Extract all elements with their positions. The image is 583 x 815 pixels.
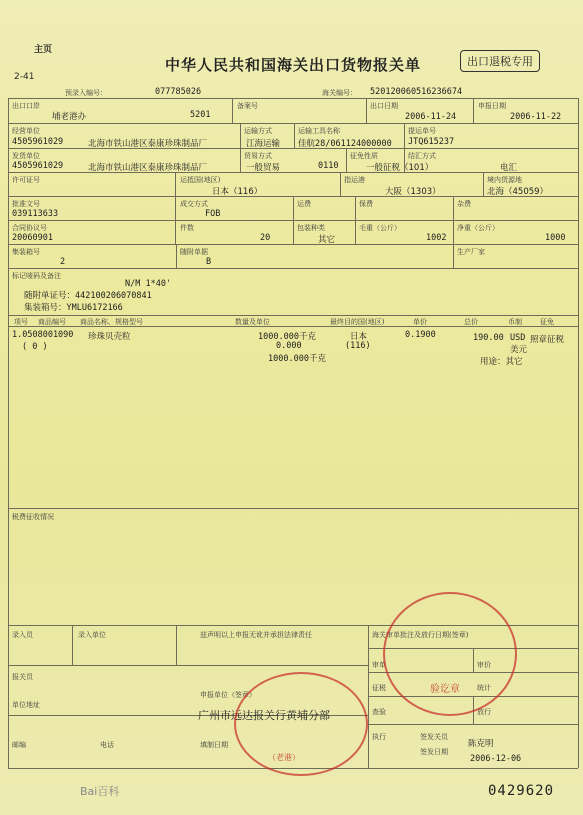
watermark: Bai百科 — [80, 785, 120, 798]
col-currency: 币制 — [508, 318, 522, 326]
customs-seal — [383, 592, 517, 716]
export-port-value: 埔老港办 — [52, 112, 87, 122]
deal-value: FOB — [205, 209, 221, 219]
shipper-label: 发货单位 — [12, 152, 40, 160]
marks-line-1: N/M 1*40' — [125, 279, 172, 289]
customs-number: 520120060516236674 — [370, 87, 463, 97]
operator-label: 经营单位 — [12, 127, 40, 135]
trade-mode-value: 一般贸易 — [246, 163, 281, 173]
col-goods-code: 商品编号 — [38, 318, 66, 326]
postcode-label: 邮编 — [12, 741, 26, 749]
tax-nature-label: 征免性质 — [350, 152, 378, 160]
customs-seal-name: 验讫章 — [430, 684, 460, 695]
dest-port-label: 指运港 — [344, 176, 365, 184]
net-weight-value: 1000 — [545, 233, 566, 243]
declarant-unit-label: 申报单位（签章） — [200, 691, 256, 699]
insurance-label: 保费 — [359, 200, 373, 208]
fill-date-label: 填制日期 — [200, 741, 228, 749]
approval-value: 039113633 — [12, 209, 59, 219]
col-qty-unit: 数量及单位 — [235, 318, 270, 326]
gross-weight-value: 1002 — [426, 233, 447, 243]
transport-mode-label: 运输方式 — [244, 127, 272, 135]
col-exemption: 征免 — [540, 318, 554, 326]
docs-value: B — [206, 257, 212, 267]
goods-qty-2: 0.000 — [276, 341, 302, 351]
vehicle-value: 佳航28/061124000000 — [298, 139, 392, 149]
pieces-label: 件数 — [180, 224, 194, 232]
operator-name: 北海市铁山港区泰康珍珠制品厂 — [88, 139, 208, 149]
declare-date-value: 2006-11-22 — [510, 112, 562, 122]
trade-mode-code: 0110 — [318, 161, 339, 171]
vehicle-label: 运输工具名称 — [298, 127, 340, 135]
executed-label: 执行 — [372, 733, 386, 741]
sign-person-label: 签发关员 — [420, 733, 448, 741]
export-rebate-stamp: 出口退税专用 — [460, 50, 540, 72]
container-no-value: 2 — [60, 257, 66, 267]
trade-mode-label: 贸易方式 — [244, 152, 272, 160]
serial-number: 0429620 — [488, 783, 555, 799]
goods-qty-1: 1000.000千克 — [258, 332, 316, 342]
review-label: 审单 — [372, 661, 386, 669]
license-label: 许可证号 — [12, 176, 40, 184]
export-date-value: 2006-11-24 — [405, 112, 457, 122]
settlement-value: 电汇 — [500, 163, 518, 173]
goods-qty-3: 1000.000千克 — [268, 354, 326, 364]
customs-no-label: 海关编号： — [322, 89, 357, 97]
goods-unit-price: 0.1900 — [405, 330, 436, 340]
col-total-price: 总价 — [464, 318, 478, 326]
transport-mode-value: 江海运输 — [246, 139, 281, 149]
declare-date-label: 申报日期 — [478, 102, 506, 110]
shipper-name: 北海市铁山港区泰康珍珠制品厂 — [88, 163, 208, 173]
levy-label: 征税 — [372, 684, 386, 692]
gross-weight-label: 毛重（公斤） — [359, 224, 401, 232]
pre-entry-label: 预录入编号： — [65, 89, 107, 97]
marks-line-2: 随附单证号：442100206070841 — [24, 291, 152, 301]
declaration-statement: 兹声明以上申报无讹并承担法律责任 — [200, 631, 312, 639]
inspection-label: 查验 — [372, 708, 386, 716]
source-label: 境内货源地 — [487, 176, 522, 184]
deal-label: 成交方式 — [180, 200, 208, 208]
contract-value: 20060901 — [12, 233, 53, 243]
goods-name: 珍珠贝壳粒 — [88, 332, 131, 342]
contract-label: 合同协议号 — [12, 224, 47, 232]
broker-seal — [234, 672, 368, 776]
bill-value: JTQ615237 — [408, 137, 455, 147]
source-value: 北海（45059） — [487, 187, 549, 197]
maker-label: 生产厂家 — [457, 248, 485, 256]
pieces-value: 20 — [260, 233, 271, 243]
goods-currency: USD — [510, 333, 526, 343]
declarant-label: 报关员 — [12, 673, 33, 681]
sign-date-value: 2006-12-06 — [470, 754, 522, 764]
tax-nature-value: 一般征税（101） — [366, 163, 434, 173]
container-no-label: 集装箱号 — [12, 248, 40, 256]
goods-purpose: 用途：其它 — [480, 357, 523, 367]
goods-dest: 日本 — [350, 332, 368, 342]
form-title: 中华人民共和国海关出口货物报关单 — [165, 56, 422, 74]
export-port-label: 出口口岸 — [12, 102, 40, 110]
docs-label: 随附单据 — [180, 248, 208, 256]
phone-label: 电话 — [100, 741, 114, 749]
marks-line-3: 集装箱号：YMLU6172166 — [24, 303, 123, 313]
operator-code: 4505961029 — [12, 137, 64, 147]
freight-label: 运费 — [297, 200, 311, 208]
pricing-label: 审价 — [477, 661, 491, 669]
pre-entry-number: 077785026 — [155, 87, 202, 97]
dest-port-value: 大阪（1303） — [385, 187, 441, 197]
settlement-label: 结汇方式 — [408, 152, 436, 160]
goods-total: 190.00 — [473, 333, 504, 343]
sheet-number: 2-41 — [14, 72, 35, 82]
goods-exempt: 照章征税 — [530, 335, 565, 345]
signer-name: 陈克明 — [468, 739, 494, 749]
export-date-label: 出口日期 — [370, 102, 398, 110]
bill-label: 提运单号 — [408, 127, 436, 135]
marks-label: 标记唛码及备注 — [12, 272, 61, 280]
entry-unit-label: 录入单位 — [78, 631, 106, 639]
col-goods-name: 商品名称、规格型号 — [80, 318, 143, 326]
col-unit-price: 单价 — [413, 318, 427, 326]
approval-label: 批准文号 — [12, 200, 40, 208]
customs-review-label: 海关审单批注及放行日期(签章) — [372, 631, 469, 639]
stats-label: 统计 — [477, 684, 491, 692]
goods-seq: ( 0 ) — [22, 342, 48, 352]
unit-address-label: 单位地址 — [12, 701, 40, 709]
col-final-dest: 最终目的国(地区) — [330, 318, 385, 326]
entry-person-label: 录入员 — [12, 631, 33, 639]
copy-label: 主页 — [34, 45, 53, 55]
packing-value: 其它 — [318, 235, 336, 245]
destination-label: 运抵国(地区) — [180, 176, 221, 184]
net-weight-label: 净重（公斤） — [457, 224, 499, 232]
sign-date-label: 签发日期 — [420, 748, 448, 756]
export-port-code: 5201 — [190, 110, 211, 120]
broker-company: 广州市远达报关行黄埔分部 — [198, 709, 330, 722]
misc-fee-label: 杂费 — [457, 200, 471, 208]
record-no-label: 备案号 — [237, 102, 258, 110]
shipper-code: 4505961029 — [12, 161, 64, 171]
packing-label: 包装种类 — [297, 224, 325, 232]
release-label: 放行 — [477, 708, 491, 716]
goods-code: 1.0508001090 — [12, 330, 74, 340]
broker-seal-note: （老港） — [268, 753, 300, 762]
col-item-no: 项号 — [14, 318, 28, 326]
goods-dest-code: (116) — [345, 341, 371, 351]
tax-levy-label: 税费征收情况 — [12, 513, 54, 521]
destination-value: 日本（116） — [212, 187, 263, 197]
goods-currency-name: 美元 — [510, 345, 528, 355]
